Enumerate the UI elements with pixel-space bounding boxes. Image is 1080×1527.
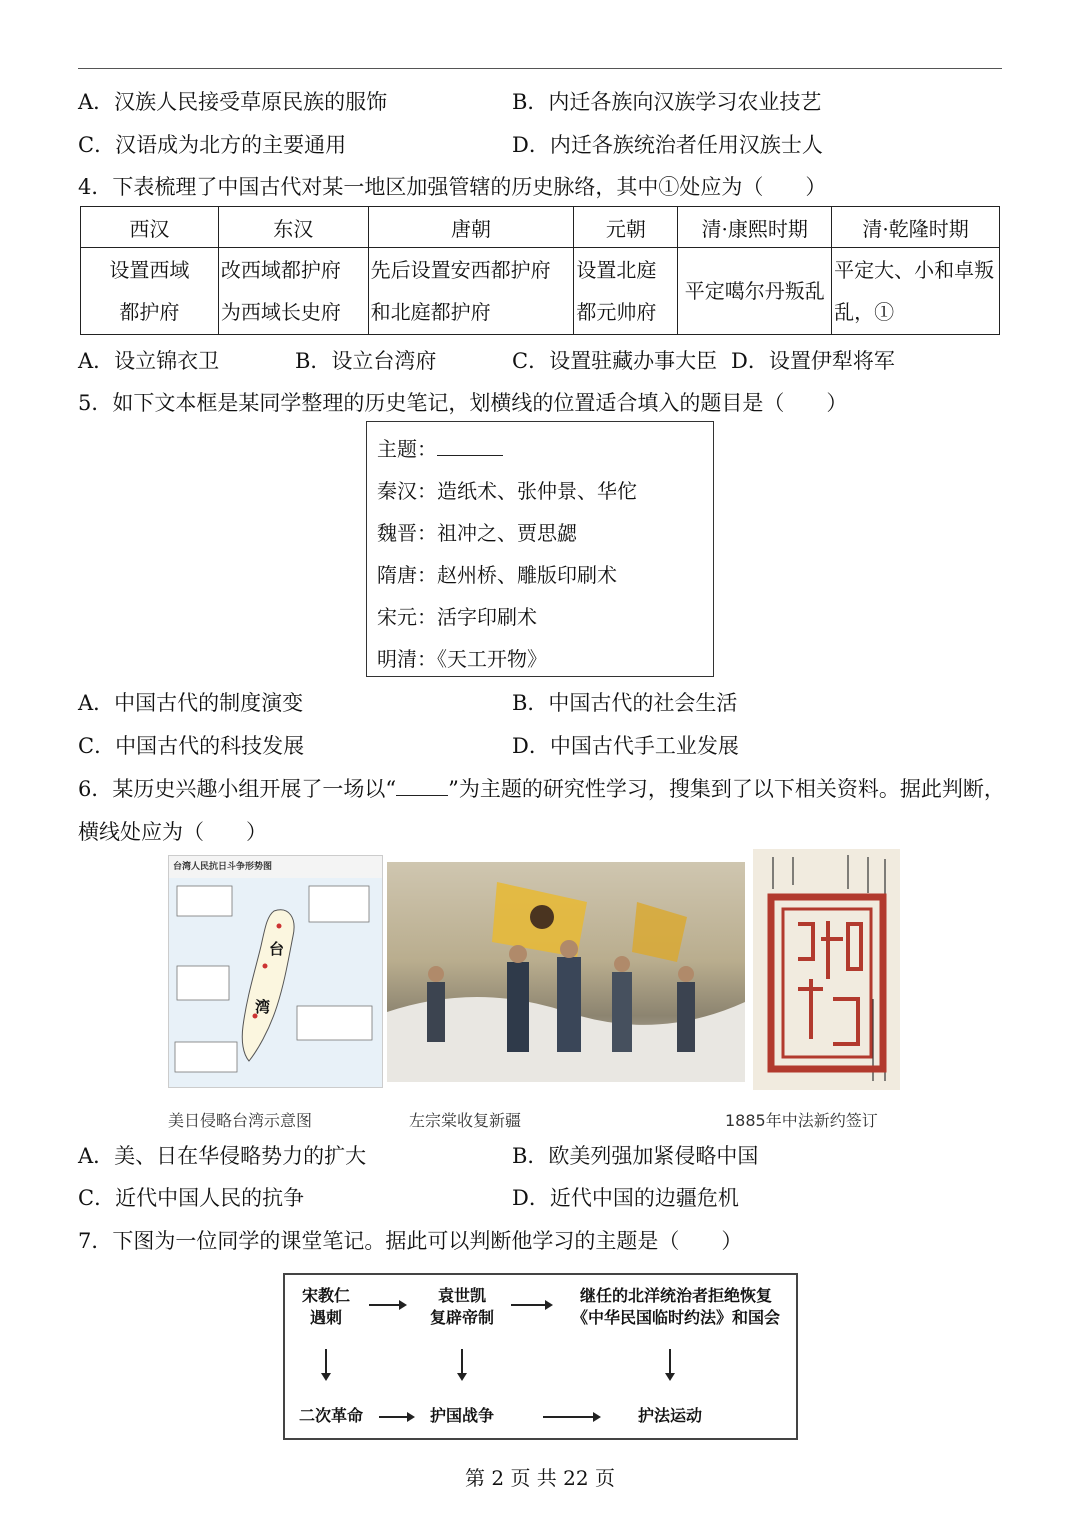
table-header: 唐朝: [368, 207, 574, 248]
table-cell: 平定大、小和卓叛 乱，①: [832, 248, 1000, 335]
note-line: 秦汉：造纸术、张仲景、华佗: [377, 479, 637, 503]
q7-flow-diagram: [283, 1273, 798, 1440]
arrow-down: [325, 1349, 327, 1379]
arrow-down: [669, 1349, 671, 1379]
q6-stem: 6．某历史兴趣小组开展了一场以“ ”为主题的研究性学习，搜集到了以下相关资料。据此判断，: [78, 777, 1005, 801]
table-header: 元朝: [574, 207, 678, 248]
zuo-zongtang-painting: [387, 862, 745, 1082]
image-caption: 左宗棠收复新疆: [409, 1111, 522, 1130]
q5-stem: 5．如下文本框是某同学整理的历史笔记，划横线的位置适合填入的题目是（ ）: [78, 391, 848, 415]
q7-stem: 7．下图为一位同学的课堂笔记。据此可以判断他学习的主题是（ ）: [78, 1229, 743, 1253]
map-label: 湾: [255, 998, 271, 1016]
flow-node: 继任的北洋统治者拒绝恢复 《中华民国临时约法》和国会: [571, 1286, 780, 1327]
q6-option-a: A．美、日在华侵略势力的扩大: [78, 1144, 367, 1168]
q4-option-c: C．设置驻藏办事大臣: [512, 349, 718, 373]
q4-stem: 4．下表梳理了中国古代对某一地区加强管辖的历史脉络，其中①处应为（ ）: [78, 175, 827, 199]
table-cell: 改西域都护府 为西域长史府: [218, 248, 368, 335]
arrow-right: [543, 1416, 599, 1418]
table-header: 清·乾隆时期: [832, 207, 1000, 248]
table-cell: 平定噶尔丹叛乱: [678, 248, 832, 335]
q5-note-box: [366, 421, 714, 677]
flow-node: 二次革命: [298, 1406, 363, 1425]
q4-option-a: A．设立锦衣卫: [78, 349, 220, 373]
flow-node: 护法运动: [637, 1406, 702, 1425]
map-label: 台: [269, 940, 285, 958]
note-line: 隋唐：赵州桥、雕版印刷术: [377, 563, 617, 587]
q6-stem-line2: 横线处应为（ ）: [78, 820, 267, 844]
table-header: 清·康熙时期: [678, 207, 832, 248]
arrow-right: [511, 1304, 551, 1306]
note-topic: 主题：: [377, 433, 503, 462]
note-line: 宋元：活字印刷术: [377, 605, 537, 629]
header-rule: [78, 68, 1002, 69]
q5-option-b: B．中国古代的社会生活: [512, 691, 738, 715]
treaty-document-image: [753, 849, 900, 1090]
q5-option-d: D．中国古代手工业发展: [512, 734, 739, 758]
q3-option-b: B．内迁各族向汉族学习农业技艺: [512, 90, 822, 114]
q3-option-a: A．汉族人民接受草原民族的服饰: [78, 90, 388, 114]
q4-history-table: [80, 206, 1000, 335]
flow-node: 袁世凯 复辟帝制: [429, 1286, 494, 1327]
arrow-right: [369, 1304, 405, 1306]
q3-option-c: C．汉语成为北方的主要通用: [78, 133, 347, 157]
q6-option-c: C．近代中国人民的抗争: [78, 1186, 305, 1210]
q4-option-d: D．设置伊犁将军: [731, 349, 895, 373]
page-footer: 第 2 页 共 22 页: [465, 1466, 615, 1490]
table-cell: 设置西域 都护府: [81, 248, 219, 335]
q6-option-d: D．近代中国的边疆危机: [512, 1186, 739, 1210]
q5-option-a: A．中国古代的制度演变: [78, 691, 304, 715]
taiwan-map-image: [168, 855, 383, 1088]
q6-option-b: B．欧美列强加紧侵略中国: [512, 1144, 759, 1168]
q5-option-c: C．中国古代的科技发展: [78, 734, 305, 758]
note-line: 明清：《天工开物》: [377, 647, 547, 671]
table-cell: 设置北庭 都元帅府: [574, 248, 678, 335]
arrow-down: [461, 1349, 463, 1379]
table-cell: 先后设置安西都护府 和北庭都护府: [368, 248, 574, 335]
table-header: 东汉: [218, 207, 368, 248]
q4-option-b: B．设立台湾府: [295, 349, 437, 373]
flow-node: 宋教仁 遇刺: [301, 1286, 350, 1327]
arrow-right: [379, 1416, 413, 1418]
flow-node: 护国战争: [429, 1406, 494, 1425]
map-title: 台湾人民抗日斗争形势图: [173, 862, 273, 872]
q3-option-d: D．内迁各族统治者任用汉族士人: [512, 133, 823, 157]
image-caption: 美日侵略台湾示意图: [168, 1111, 313, 1130]
image-caption: 1885年中法新约签订: [725, 1111, 878, 1130]
note-line: 魏晋：祖冲之、贾思勰: [377, 521, 577, 545]
table-header: 西汉: [81, 207, 219, 248]
